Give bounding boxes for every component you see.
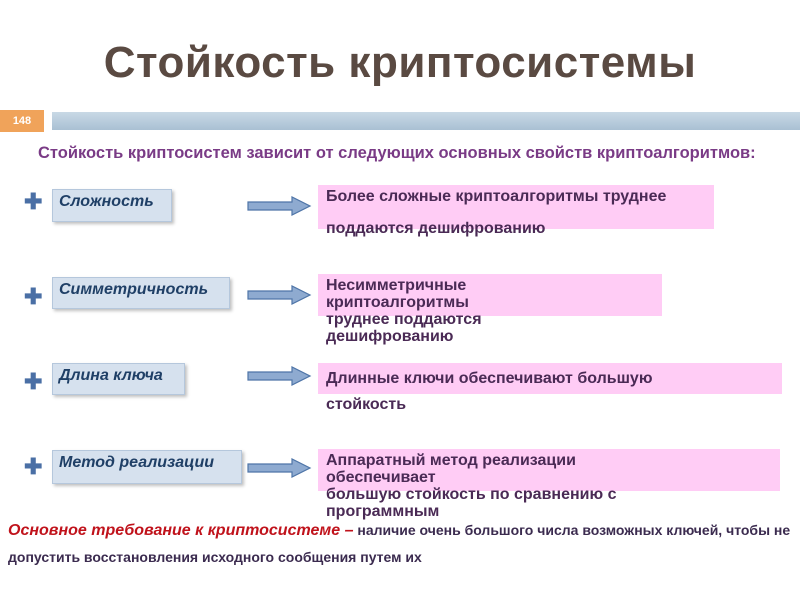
arrow-icon: [246, 366, 312, 386]
property-symmetry: [52, 277, 230, 309]
bullet-icon: ✚: [24, 284, 43, 309]
requirement-text: [8, 517, 798, 570]
effect-line: стойкость: [326, 396, 407, 413]
arrow-icon: [246, 458, 312, 478]
slide-title: Стойкость криптосистемы: [103, 38, 697, 87]
property-label: Симметричность: [59, 281, 209, 298]
property-label: Сложность: [59, 193, 154, 210]
effect-line: Длинные ключи обеспечивают большую: [326, 370, 653, 387]
effect-line: труднее поддаются дешифрованию: [326, 311, 482, 345]
effect-line: поддаются дешифрованию: [326, 220, 546, 237]
effect-line: Несимметричные криптоалгоритмы: [326, 277, 469, 311]
property-complexity: [52, 189, 172, 222]
requirement-body: наличие очень большого числа возможных ключей, чтобы не допустить восстановления исходного сообщения путем их: [8, 522, 791, 565]
bullet-icon: ✚: [24, 189, 43, 214]
slide-number: 148: [0, 110, 44, 132]
arrow-icon: [246, 196, 312, 216]
property-implementation: [52, 450, 242, 484]
bullet-icon: ✚: [24, 369, 43, 394]
requirement-lead: Основное требование к криптосистеме –: [8, 522, 354, 539]
property-label: Длина ключа: [59, 367, 163, 384]
header-bar: [52, 112, 800, 130]
intro-text: Стойкость криптосистем зависит от следующих основных свойств криптоалгоритмов:: [38, 144, 756, 162]
effect-line: Аппаратный метод реализации обеспечивает: [326, 452, 576, 486]
property-key-length: [52, 363, 185, 395]
arrow-icon: [246, 285, 312, 305]
effect-line: Более сложные криптоалгоритмы труднее: [326, 188, 667, 205]
bullet-icon: ✚: [24, 454, 43, 479]
effect-line: большую стойкость по сравнению с программным: [326, 486, 617, 520]
property-label: Метод реализации: [59, 454, 214, 471]
